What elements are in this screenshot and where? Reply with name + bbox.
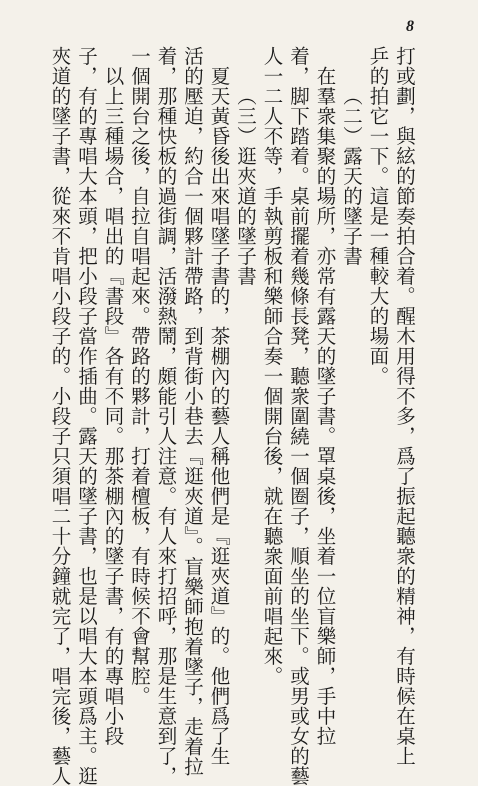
section-heading-alley: （三）逛夾道的墜子書 [234,86,257,286]
section-heading-outdoor: （二）露天的墜子書 [340,86,363,266]
text-column-10: 着，那種快板的過街調，活潑熱鬧，頗能引人注意。有人來打招呼，那是生意到了， [154,46,178,786]
text-column-8: 夏天黃昏後出來唱墜子書的，茶棚內的藝人稱他們是『逛夾道』的。他們爲了生 [207,66,231,766]
text-column-11: 一個開台之後，自拉自唱起來。帶路的夥計，打着檀板，有時候不會幫腔。 [128,46,151,706]
text-column-9: 活的壓迫，約合一個夥計帶路，到背街小巷去『逛夾道』。盲樂師抱着墜子，走着拉 [181,46,204,777]
text-column-5: 着，脚下踏着。桌前擺着幾條長凳，聽衆圍繞一個圈子，順坐的坐下。或男或女的藝 [287,46,310,786]
text-column-1: 打或劃，與絃的節奏拍合着。醒木用得不多，爲了振起聽衆的精神，有時候在桌上 [393,46,416,766]
text-column-12: 以上三種場合，唱出的『書段』各有不同。那茶棚內的墜子書，有的專唱小段 [101,66,125,746]
page-number: 8 [406,18,414,35]
text-column-6: 人一二人不等，手執剪板和樂師合奏一個開台後，就在聽衆面前唱起來。 [260,46,284,686]
text-column-2: 乒的拍它一下。這是一種較大的場面。 [366,46,390,386]
text-column-14: 夾道的墜子書，從來不肯唱小段子的。小段子只須唱二十分鐘就完了，唱完後，藝人 [48,46,72,786]
text-column-13: 子，有的專唱大本頭，把小段子當作插曲。露天的墜子書，也是以唱大本頭爲主。逛 [75,46,98,786]
text-column-4: 在羣衆集聚的場所，亦常有露天的墜子書。罩桌後，坐着一位盲樂師，手中拉 [313,66,337,746]
